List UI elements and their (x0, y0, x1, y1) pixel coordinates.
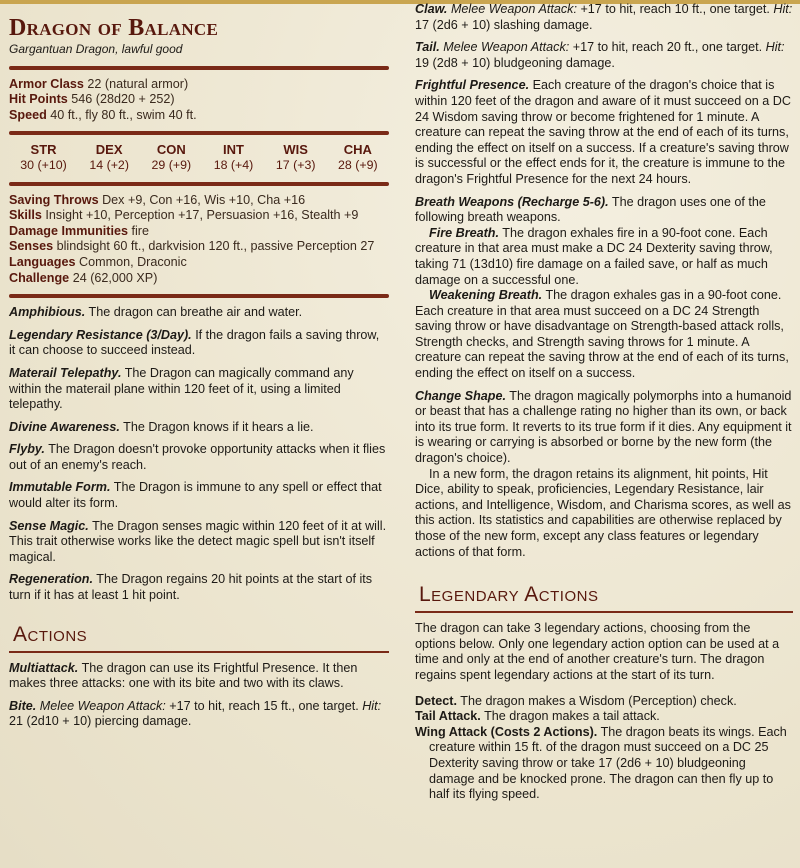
legendary-text: The dragon makes a tail attack. (484, 709, 660, 724)
ability-score: 29 (+9) (151, 157, 192, 172)
ability-score: 17 (+3) (275, 157, 316, 172)
fire-breath (415, 226, 793, 288)
trait-name: Amphibious. (9, 305, 86, 320)
trait-name: Legendary Resistance (3/Day). (9, 327, 192, 342)
sub-text: The dragon exhales gas in a 90-foot cone. Each creature in that area must succeed on a DC 24 Strength saving throw or have disadvantage on Strength-based attack rolls, Strength checks, and Strength saving throws for 1 minute. A creature can repeat the saving throw at the end of each of its turns, ending the effect on itself on a success. (415, 288, 789, 381)
stat-line (9, 255, 389, 271)
ability-score: 18 (+4) (213, 157, 254, 172)
actions-list-continued (415, 2, 793, 188)
trait-text: The Dragon knows if it hears a lie. (123, 419, 314, 434)
trait (9, 366, 389, 413)
stat-label: Armor Class (9, 76, 84, 91)
ability-name: WIS (283, 142, 308, 158)
stat-value: Dex +9, Con +16, Wis +10, Cha +16 (102, 192, 306, 207)
trait (9, 305, 389, 321)
trait-text: 17 (2d6 + 10) slashing damage. (415, 17, 593, 32)
ability-str (20, 142, 67, 173)
trait-name: Immutable Form. (9, 480, 111, 495)
stat-line (9, 224, 389, 240)
stat-line (9, 208, 389, 224)
stat-value: fire (131, 223, 149, 238)
stat-label: Hit Points (9, 92, 68, 107)
legendary-action (415, 694, 793, 710)
stat-label: Senses (9, 239, 54, 254)
basic-stats (9, 77, 389, 124)
stat-line (9, 193, 389, 209)
trait-text: The Dragon can magically command any within the materail plane within 120 feet of it, using a limited telepathy. (9, 365, 354, 412)
ability-name: STR (30, 142, 57, 158)
trait-name: Tail. (415, 40, 440, 55)
stat-line (9, 239, 389, 255)
right-column (415, 2, 793, 803)
stat-line (9, 92, 389, 108)
ability-name: INT (223, 142, 244, 158)
ability-score: 14 (+2) (89, 157, 129, 172)
stat-value: Insight +10, Perception +17, Persuasion +16, Stealth +9 (45, 208, 359, 223)
ability-dex (89, 142, 129, 173)
ability-name: CHA (343, 142, 372, 158)
trait (9, 420, 389, 436)
ability-con (152, 142, 192, 173)
divider (9, 66, 389, 70)
weakening-breath (415, 288, 793, 382)
left-column (9, 14, 389, 737)
trait-text: Each creature of the dragon's choice that is within 120 feet of the dragon and aware of it must succeed on a DC 24 Wisdom saving throw or become frightened for 1 minute. A creature can repeat the saving throw at the end of each of its turns, ending the effect on itself on a success. If a creature's saving throw is successful or the effect ends for it, the creature is immune to the dragon's Frightful Presence for the next 24 hours. (415, 78, 791, 186)
trait-text: +17 to hit, reach 20 ft., one target. (569, 40, 766, 55)
legendary-name: Detect. (415, 693, 457, 708)
creature-type: Gargantuan Dragon, lawful good (9, 42, 183, 56)
legendary-text: The dragon beats its wings. Each creature within 15 ft. of the dragon must succeed on a DC 25 Dexterity saving throw or take 17 (2d6 + 10) bludgeoning damage and be knocked prone. The dragon can then fly up to half its flying speed. (429, 724, 787, 802)
trait (415, 78, 793, 187)
trait-text: 21 (2d10 + 10) piercing damage. (9, 714, 192, 729)
ability-wis (276, 142, 316, 173)
trait (9, 661, 389, 692)
stat-value: 24 (62,000 XP) (72, 270, 158, 285)
trait-text: +17 to hit, reach 10 ft., one target. (576, 2, 774, 16)
change-shape (415, 389, 793, 561)
trait-name: Regeneration. (9, 572, 93, 587)
ability-score: 28 (+9) (338, 157, 378, 172)
trait-name: Materail Telepathy. (9, 365, 122, 380)
trait (9, 572, 389, 603)
sub-text: The dragon exhales fire in a 90-foot cone. Each creature in that area must make a DC 24 Dexterity saving throw, taking 71 (13d10) fire damage on a failed save, or half as much damage on a successful one. (415, 225, 773, 287)
trait-text: Hit: (773, 2, 793, 16)
trait-text: The dragon can breathe air and water. (88, 305, 303, 320)
ability-int (214, 142, 254, 173)
trait (415, 2, 793, 33)
stat-line (9, 271, 389, 287)
breath-weapons (415, 195, 793, 382)
divider (9, 182, 389, 186)
trait (9, 519, 389, 566)
legendary-intro: The dragon can take 3 legendary actions, choosing from the options below. Only one legendary action option can be used at a time and only at the end of another creature's turn. The dragon regains spent legendary actions at the start of its turn. (415, 621, 780, 682)
actions-list (9, 661, 389, 730)
trait-text: Melee Weapon Attack: (39, 698, 166, 713)
trait-text: Hit: (362, 698, 382, 713)
trait-text: Melee Weapon Attack: (450, 2, 577, 16)
stat-value: Common, Draconic (78, 254, 187, 269)
trait-name: Change Shape. (415, 388, 506, 403)
traits (9, 305, 389, 604)
ability-cha (338, 142, 378, 173)
trait-text: +17 to hit, reach 15 ft., one target. (165, 698, 363, 713)
trait (9, 328, 389, 359)
sub-name: Fire Breath. (429, 225, 499, 240)
trait-name: Breath Weapons (Recharge 5-6). (415, 194, 609, 209)
trait-name: Divine Awareness. (9, 419, 120, 434)
stat-line (9, 108, 389, 124)
trait (9, 480, 389, 511)
legendary-name: Tail Attack. (415, 709, 481, 724)
ability-score: 30 (+10) (20, 157, 67, 172)
divider (9, 131, 389, 135)
trait-text: Melee Weapon Attack: (443, 40, 570, 55)
stat-value: 22 (natural armor) (87, 76, 189, 91)
trait-text: The dragon magically polymorphs into a humanoid or beast that has a challenge rating no higher than its own, or back into its true form. It reverts to its true form if it dies. Any equipment it is wearing or carrying is absorbed or borne by the new form (the dragon's choice). (415, 388, 792, 466)
trait (415, 40, 793, 71)
legendary-actions-heading: Legendary Actions (415, 582, 793, 613)
trait-text: The Dragon doesn't provoke opportunity attacks when it flies out of an enemy's reach. (9, 442, 386, 472)
trait-name: Multiattack. (9, 660, 79, 675)
ability-name: CON (156, 142, 186, 158)
secondary-stats (9, 193, 389, 287)
legendary-text: The dragon makes a Wisdom (Perception) check. (460, 693, 737, 708)
trait-text: The Dragon is immune to any spell or effect that would alter its form. (9, 480, 382, 511)
trait-name: Sense Magic. (9, 518, 89, 533)
sub-name: Weakening Breath. (429, 288, 543, 303)
legendary-action (415, 709, 793, 725)
trait-name: Flyby. (9, 442, 45, 457)
stat-line (9, 77, 389, 93)
stat-label: Saving Throws (9, 192, 99, 207)
trait-text: The Dragon regains 20 hit points at the start of its turn if it has at least 1 hit point. (9, 572, 373, 603)
ability-scores (9, 142, 389, 173)
trait-text: Hit: (765, 40, 785, 55)
trait-name: Bite. (9, 698, 37, 713)
trait-text: The dragon can use its Frightful Presence. It then makes three attacks: one with its bite and two with its claws. (9, 660, 358, 691)
trait-text: The Dragon senses magic within 120 feet of it at will. This trait otherwise works like the detect magic spell but isn't itself magical. (9, 518, 387, 564)
stat-label: Skills (9, 208, 42, 223)
trait-text: The dragon uses one of the following breath weapons. (415, 194, 766, 225)
legendary-name: Wing Attack (Costs 2 Actions). (415, 724, 598, 739)
stat-value: 546 (28d20 + 252) (71, 92, 175, 107)
trait-name: Claw. (415, 2, 448, 16)
legendary-action (415, 725, 793, 803)
trait-text: If the dragon fails a saving throw, it can choose to succeed instead. (9, 327, 380, 358)
actions-heading: Actions (9, 622, 389, 653)
stat-label: Languages (9, 254, 76, 269)
creature-name: Dragon of Balance (9, 15, 219, 41)
trait (9, 442, 389, 473)
stat-value: 40 ft., fly 80 ft., swim 40 ft. (50, 107, 197, 122)
ability-name: DEX (95, 142, 123, 158)
trait (9, 699, 389, 730)
stat-value: blindsight 60 ft., darkvision 120 ft., passive Perception 27 (56, 239, 375, 254)
stat-label: Damage Immunities (9, 223, 128, 238)
trait-name: Frightful Presence. (415, 78, 530, 93)
trait-text-2: In a new form, the dragon retains its alignment, hit points, Hit Dice, ability to speak, proficiencies, Legendary Resistance, lair actions, and Intelligence, Wisdom, and Charisma scores, as well as this action. Its statistics and capabilities are otherwise replaced by those of the new form, except any class features or legendary actions of that form. (415, 466, 791, 559)
stat-label: Speed (9, 107, 47, 122)
legendary-actions-list (415, 694, 793, 803)
divider (9, 294, 389, 298)
trait-text: 19 (2d8 + 10) bludgeoning damage. (415, 55, 615, 70)
stat-label: Challenge (9, 270, 70, 285)
